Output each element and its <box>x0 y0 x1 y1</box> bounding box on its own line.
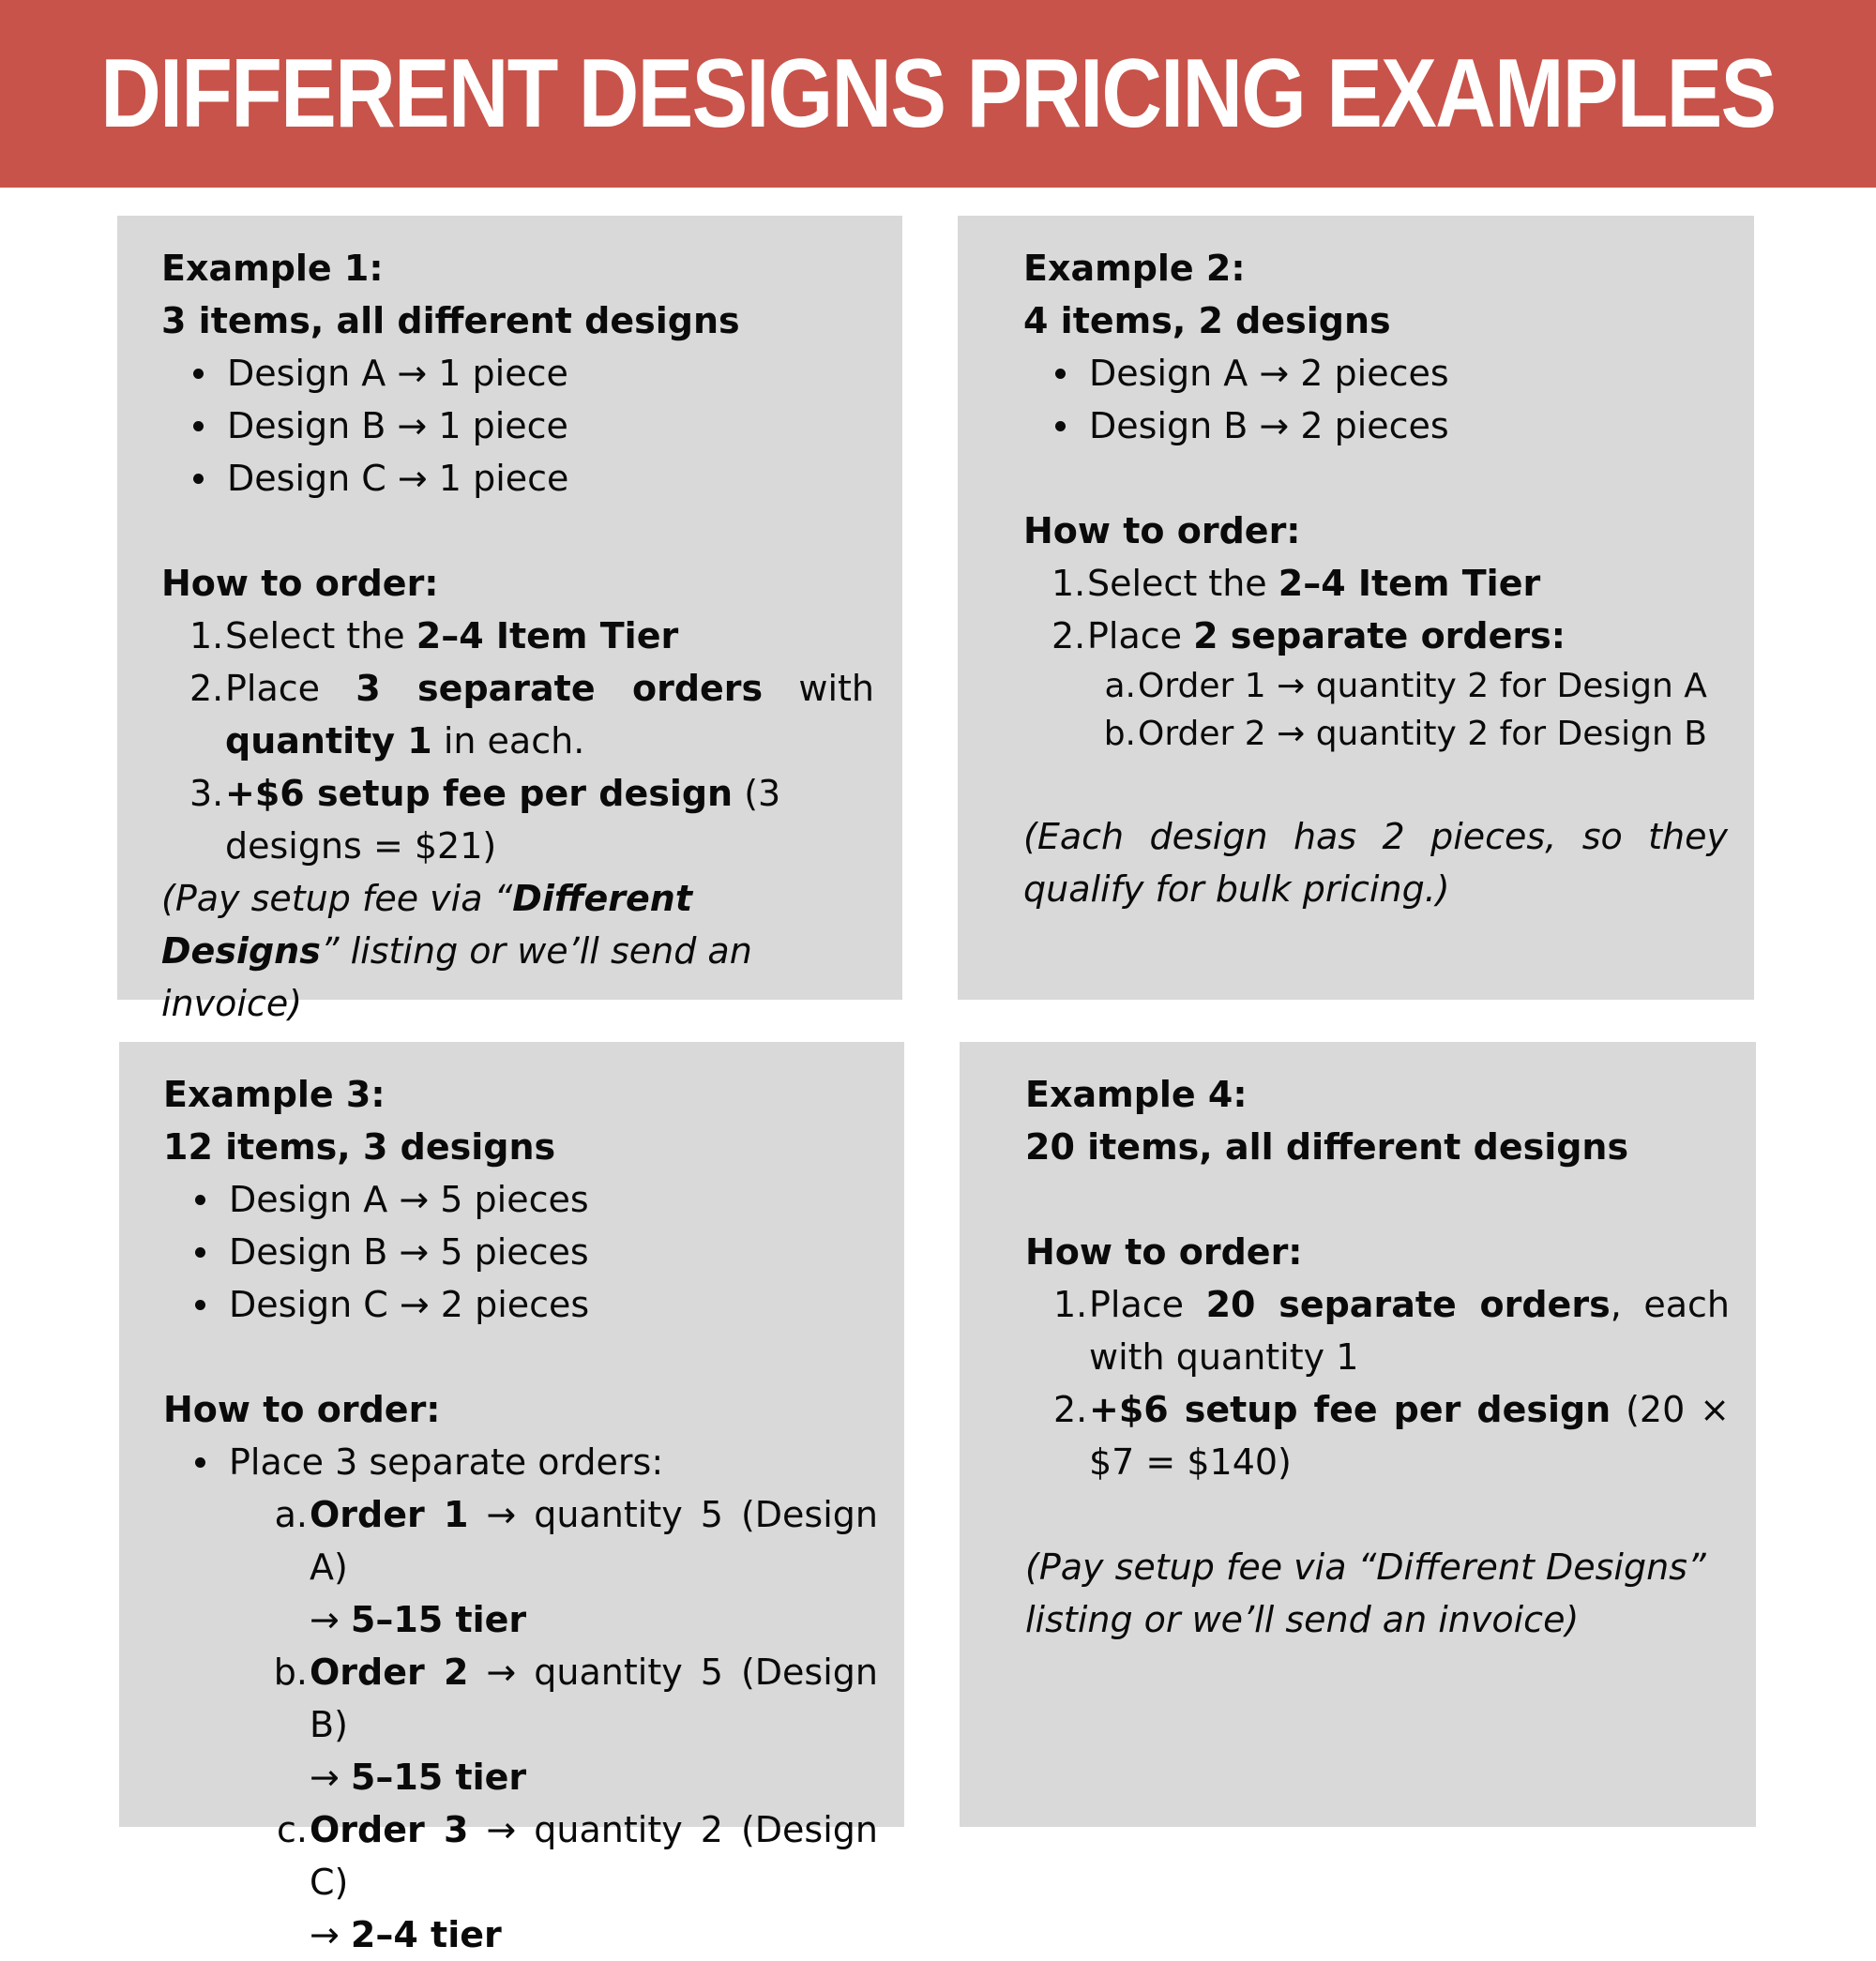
example-3-sub-orders <box>255 1488 878 1961</box>
step-text: Place <box>1089 1284 1206 1325</box>
example-1-design-list <box>161 347 874 505</box>
example-3-subheading: 12 items, 3 designs <box>163 1126 556 1168</box>
step-item <box>1023 610 1728 662</box>
design-item: Design B → 1 piece <box>161 400 874 452</box>
note-emphasis: Different Designs <box>161 878 692 972</box>
example-4-how-to-order: How to order: <box>1025 1231 1303 1273</box>
design-item: Design A → 2 pieces <box>1023 347 1728 400</box>
example-2-card <box>958 216 1754 1000</box>
title-banner <box>0 0 1876 188</box>
step-emphasis: 20 separate orders <box>1205 1284 1611 1325</box>
example-1-heading: Example 1: <box>161 248 384 289</box>
step-item <box>161 767 874 872</box>
step-emphasis: +$6 setup fee per design <box>225 773 734 814</box>
step-text: (20 × $7 = $140) <box>1089 1389 1730 1483</box>
sub-text: Order 2 → quantity 2 for Design B <box>1138 715 1707 753</box>
design-item: Design A → 5 pieces <box>163 1173 878 1226</box>
arrow-text: → <box>310 1757 351 1798</box>
sub-text: → quantity 5 (Design A) <box>310 1494 878 1588</box>
sub-letter: a. <box>1104 667 1136 705</box>
example-2-note: (Each design has 2 pieces, so they qualify for bulk pricing.) <box>1023 816 1728 910</box>
sub-order-item <box>1083 662 1728 710</box>
step-emphasis: quantity 1 <box>225 720 432 762</box>
step-text: Place <box>1087 615 1194 656</box>
example-4-heading: Example 4: <box>1025 1074 1248 1115</box>
step-text: Select the <box>225 615 416 656</box>
example-3-card <box>119 1042 904 1955</box>
step-number: 2. <box>1053 1389 1088 1430</box>
step-emphasis: 2 separate orders: <box>1193 615 1566 656</box>
arrow-text: → <box>310 1599 351 1640</box>
step-text: Place <box>225 668 356 709</box>
tier-label: 2–4 tier <box>350 1914 502 1955</box>
sub-text: → quantity 2 (Design C) <box>310 1809 878 1903</box>
example-2-subheading: 4 items, 2 designs <box>1023 300 1391 341</box>
example-4-steps <box>1025 1278 1730 1488</box>
step-text: Select the <box>1087 563 1278 604</box>
step-text: (3 designs = $21) <box>225 773 781 867</box>
example-1-steps <box>161 610 874 872</box>
example-4-note: (Pay setup fee via “Different Designs” listing or we’ll send an invoice) <box>1025 1546 1706 1640</box>
example-2-design-list <box>1023 347 1728 452</box>
page-title: DIFFERENT DESIGNS PRICING EXAMPLES <box>100 38 1776 148</box>
sub-letter: b. <box>273 1652 308 1693</box>
sub-letter: b. <box>1103 715 1136 753</box>
step-emphasis: 3 separate orders <box>356 668 764 709</box>
example-3-steps <box>163 1436 878 1488</box>
step-emphasis: 2–4 Item Tier <box>416 615 679 656</box>
sub-order-item <box>255 1646 878 1803</box>
example-4-card <box>960 1042 1756 1827</box>
step-item <box>161 662 874 767</box>
example-2-heading: Example 2: <box>1023 248 1246 289</box>
sub-order-item <box>255 1803 878 1961</box>
design-item: Design B → 2 pieces <box>1023 400 1728 452</box>
step-number: 1. <box>1051 563 1086 604</box>
step-number: 1. <box>1053 1284 1088 1325</box>
order-label: Order 2 <box>310 1652 469 1693</box>
example-2-sub-orders <box>1083 662 1728 758</box>
step-item <box>1023 557 1728 610</box>
sub-text: Order 1 → quantity 2 for Design A <box>1138 667 1707 705</box>
example-1-note <box>161 872 874 1030</box>
order-label: Order 1 <box>310 1494 469 1535</box>
note-text: (Pay setup fee via “ <box>161 878 513 919</box>
step-text: , each with quantity 1 <box>1089 1284 1730 1378</box>
step-number: 2. <box>189 668 224 709</box>
step-emphasis: 2–4 Item Tier <box>1278 563 1541 604</box>
step-number: 2. <box>1051 615 1086 656</box>
sub-letter: a. <box>274 1494 308 1535</box>
order-label: Order 3 <box>310 1809 469 1850</box>
sub-text: → quantity 5 (Design B) <box>310 1652 878 1745</box>
example-2-steps <box>1023 557 1728 662</box>
example-1-how-to-order: How to order: <box>161 563 439 604</box>
design-item: Design C → 2 pieces <box>163 1278 878 1331</box>
sub-order-item <box>1083 710 1728 758</box>
step-emphasis: +$6 setup fee per design <box>1089 1389 1611 1430</box>
example-2-how-to-order: How to order: <box>1023 510 1301 551</box>
example-3-heading: Example 3: <box>163 1074 386 1115</box>
tier-label: 5–15 tier <box>350 1757 527 1798</box>
design-item: Design B → 5 pieces <box>163 1226 878 1278</box>
example-3-design-list <box>163 1173 878 1331</box>
example-3-how-to-order: How to order: <box>163 1389 441 1430</box>
example-4-subheading: 20 items, all different designs <box>1025 1126 1629 1168</box>
step-text: with <box>763 668 874 709</box>
step-item <box>161 610 874 662</box>
step-item <box>1025 1383 1730 1488</box>
step-text: in each. <box>431 720 585 762</box>
tier-label: 5–15 tier <box>350 1599 527 1640</box>
step-item <box>1025 1278 1730 1383</box>
design-item: Design A → 1 piece <box>161 347 874 400</box>
sub-letter: c. <box>277 1809 308 1850</box>
note-text: ” listing or we’ll send an invoice) <box>161 930 752 1024</box>
step-item: Place 3 separate orders: <box>163 1436 878 1488</box>
arrow-text: → <box>310 1914 351 1955</box>
step-number: 3. <box>189 773 224 814</box>
step-number: 1. <box>189 615 224 656</box>
design-item: Design C → 1 piece <box>161 452 874 505</box>
example-1-card <box>117 216 902 1024</box>
sub-order-item <box>255 1488 878 1646</box>
example-1-subheading: 3 items, all different designs <box>161 300 740 341</box>
